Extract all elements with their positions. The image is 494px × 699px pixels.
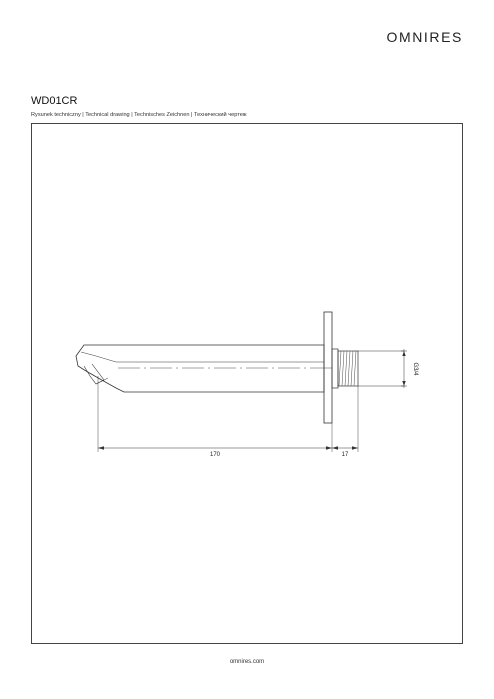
extension-lines	[98, 376, 358, 452]
wall-flange	[324, 312, 332, 423]
connector-neck	[332, 349, 338, 388]
pipe-extension	[358, 351, 404, 386]
footer-url[interactable]: omnires.com	[229, 659, 265, 665]
brand-logo: OMNIRES	[386, 29, 463, 45]
thread-marks	[339, 351, 356, 386]
spout-outline	[76, 345, 324, 392]
model-title: WD01CR	[31, 95, 78, 107]
drawing-subtitle: Rysunek techniczny | Technical drawing | Technisches Zeichnen | Технический чертеж	[31, 112, 247, 118]
dimension-label-17: 17	[341, 452, 349, 458]
spout-inner-line	[81, 352, 324, 362]
dimension-label-170: 170	[209, 452, 221, 458]
spout-outlet	[84, 364, 104, 384]
thread-size-label: G3/4	[412, 362, 418, 376]
